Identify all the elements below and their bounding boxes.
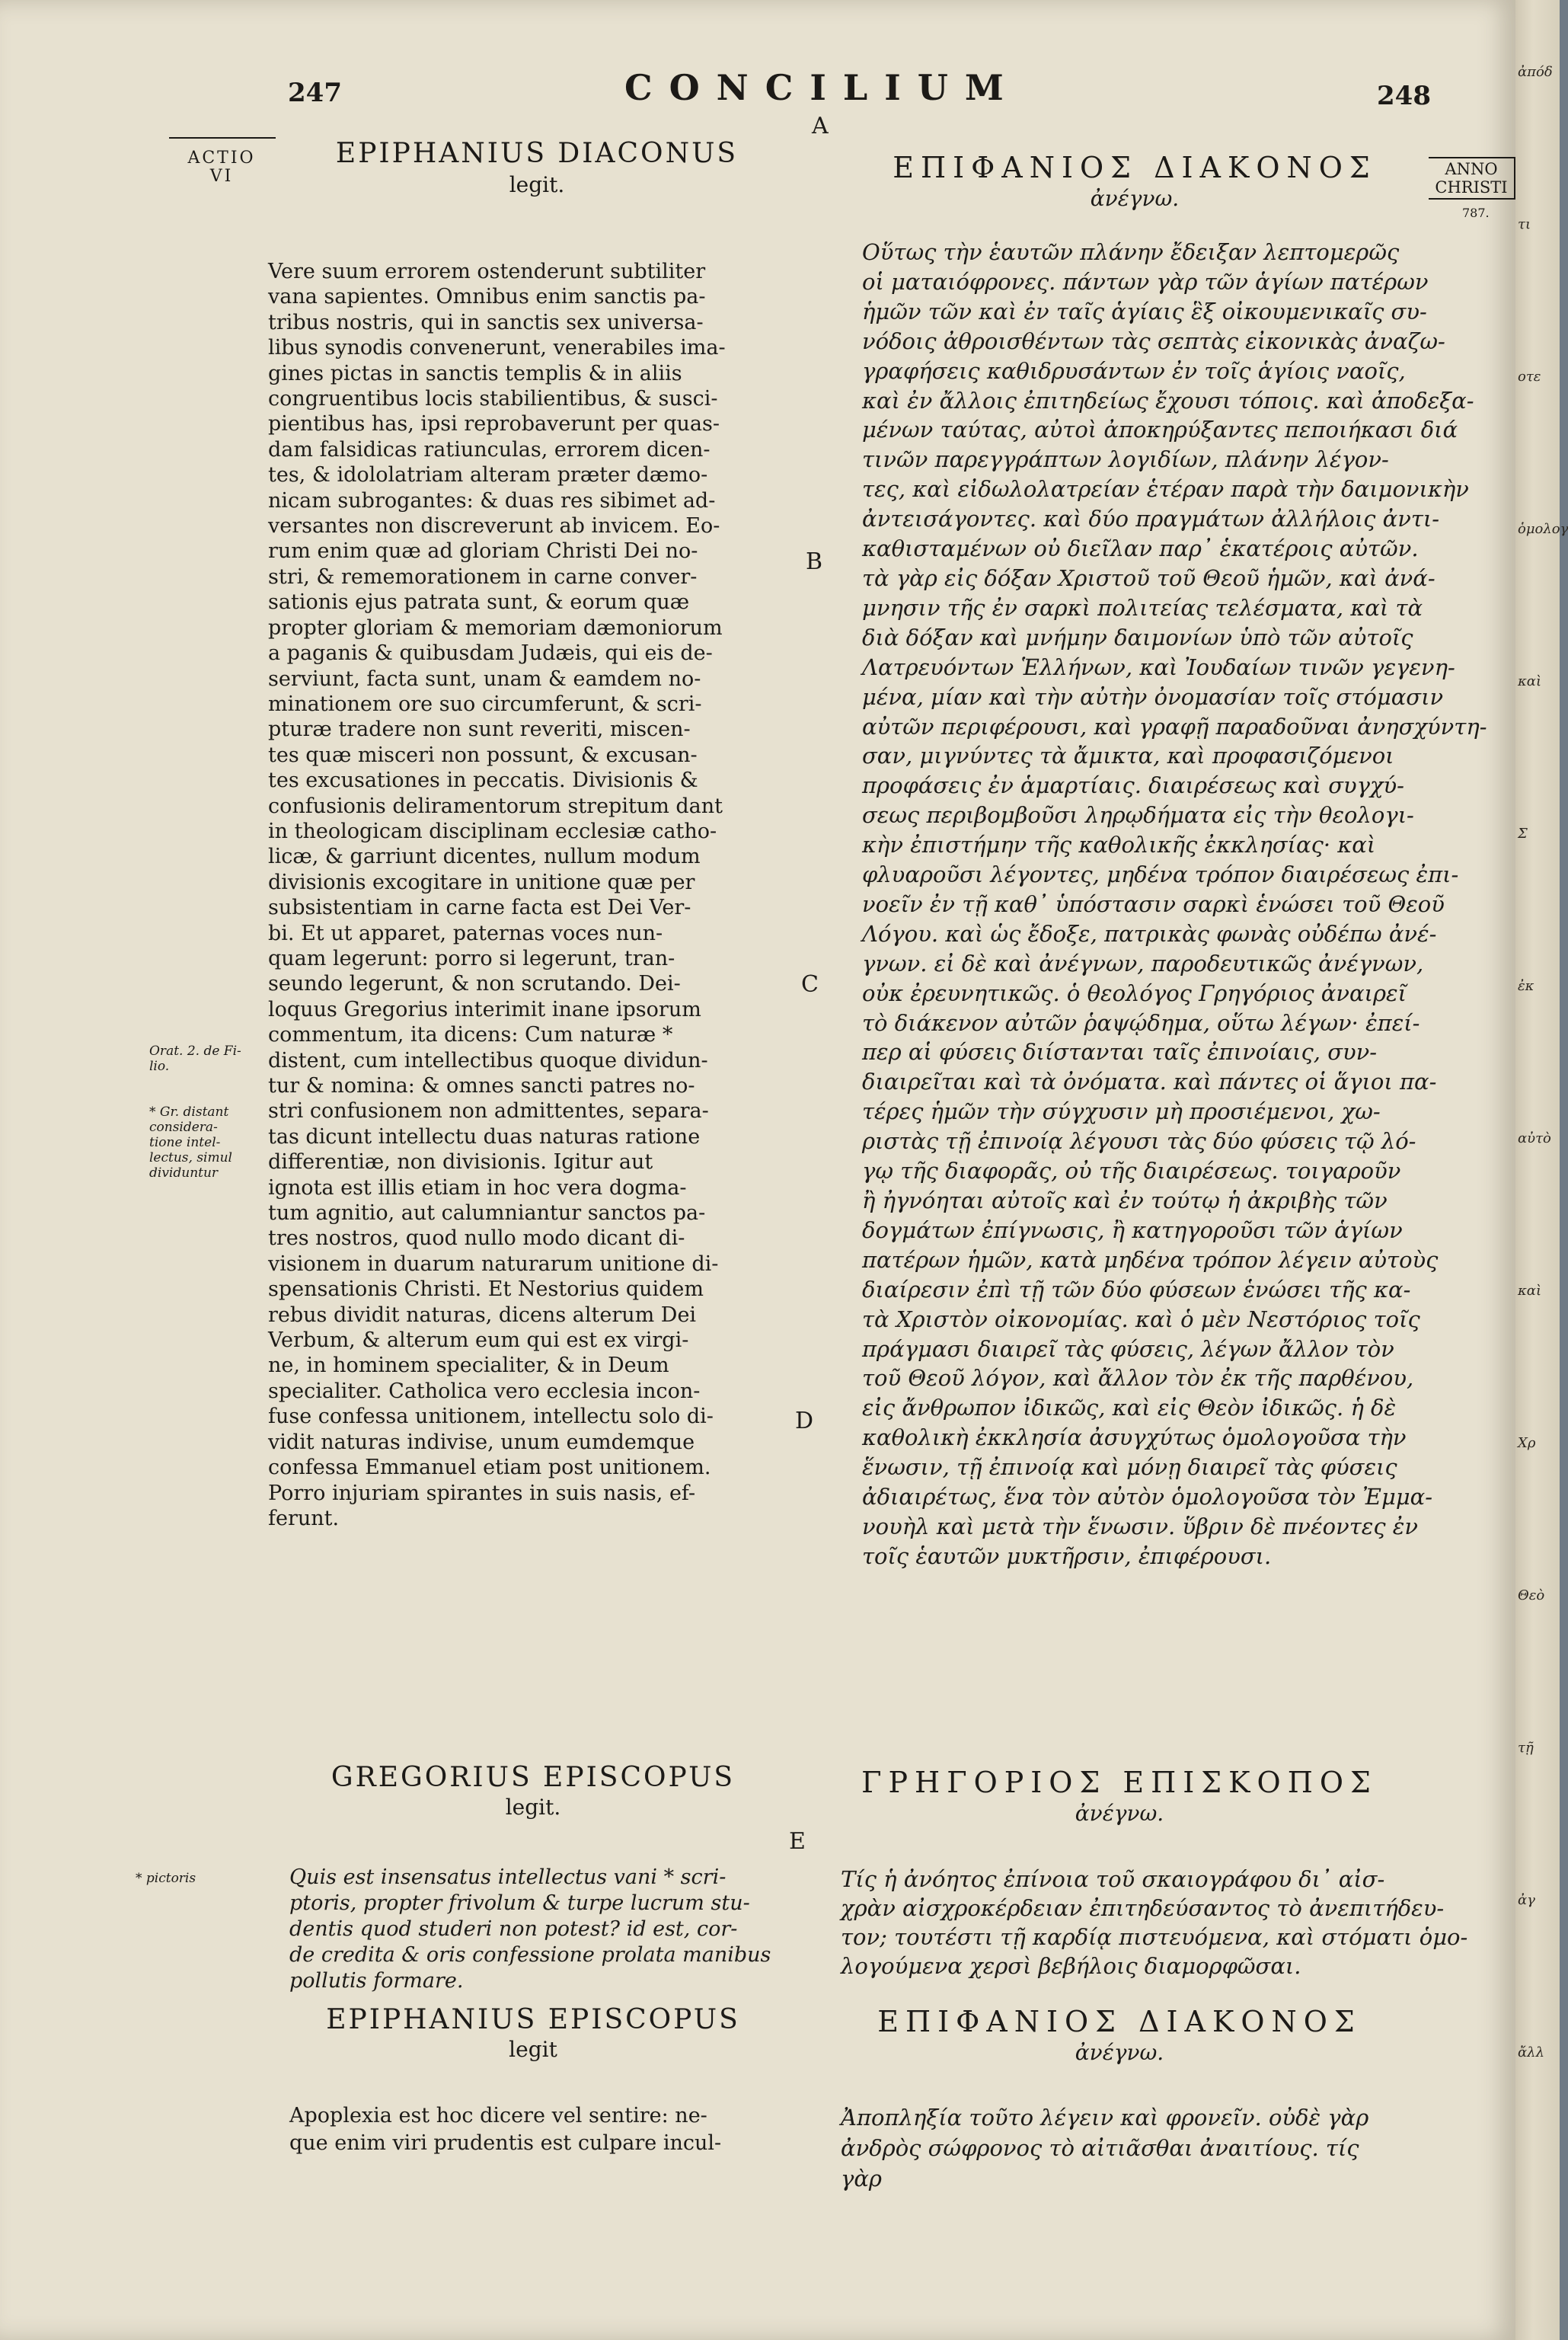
greek-legit-2: ἀνέγνω. bbox=[1075, 1801, 1164, 1826]
latin-speaker-3: EPIPHANIUS EPISCOPUS bbox=[326, 2004, 740, 2035]
latin-line: ne, in hominem specialiter, & in Deum bbox=[268, 1354, 669, 1378]
greek-line: νοεῖν ἐν τῇ καθ᾽ ὑπόστασιν σαρκὶ ἑνώσει τοῦ Θεοῦ bbox=[862, 890, 1445, 917]
greek-line: διαιρεῖται καὶ τὰ ὀνόματα. καὶ πάντες οἱ ἅγιοι πα- bbox=[862, 1069, 1437, 1095]
margin-reference-line: lio. bbox=[149, 1059, 170, 1074]
greek-line: αὐτῶν περιφέρουσι, καὶ γραφῇ παραδοῦναι ἀνησχύντη- bbox=[862, 713, 1487, 740]
greek-line: Λόγου. καὶ ὡς ἔδοξε, πατρικὰς φωνὰς οὐδέπω ἀνέ- bbox=[862, 920, 1437, 947]
latin-line: licæ, & garriunt dicentes, nullum modum bbox=[268, 845, 701, 869]
greek-line: οὐκ ἐρευνητικῶς. ὁ θεολόγος Γρηγόριος ἀναιρεῖ bbox=[862, 980, 1407, 1006]
latin-line: bi. Et ut apparet, paternas voces nun- bbox=[268, 921, 663, 945]
greek-line: ἀντεισάγοντες. καὶ δύο πραγμάτων ἀλλήλοις ἀντι- bbox=[862, 506, 1440, 532]
latin-line: a paganis & quibusdam Judæis, qui eis de- bbox=[268, 641, 713, 666]
greek-legit-3: ἀνέγνω. bbox=[1075, 2040, 1164, 2065]
latin-line: tes, & idololatriam alteram præter dæmo- bbox=[268, 463, 708, 488]
page-number-left: 247 bbox=[288, 78, 342, 108]
facing-page-fragment: Θεὸ bbox=[1518, 1587, 1545, 1603]
greek-line: νόδοις ἀθροισθέντων τὰς σεπτὰς εἰκονικὰς ἀναζω- bbox=[862, 328, 1445, 354]
greek-speaker-1: ΕΠΙΦΑΝΙΟΣ ΔΙΑΚΟΝΟΣ bbox=[893, 151, 1377, 184]
facing-page-fragment: Χρ bbox=[1518, 1435, 1536, 1451]
latin-line: rum enim quæ ad gloriam Christi Dei no- bbox=[268, 539, 698, 564]
facing-page-text bbox=[1518, 61, 1568, 2194]
latin-line: ferunt. bbox=[268, 1506, 340, 1530]
facing-page-fragment: αὐτὸ bbox=[1518, 1130, 1551, 1146]
latin-line: ignota est illis etiam in hoc vera dogma- bbox=[268, 1175, 687, 1200]
facing-page-fragment: τῇ bbox=[1518, 1740, 1534, 1756]
greek-line: μένα, μίαν καὶ τὴν αὐτὴν ὀνομασίαν τοῖς στόμασιν bbox=[862, 683, 1444, 710]
facing-page-fragment: ἀγ bbox=[1518, 1892, 1535, 1908]
year-label: 787. bbox=[1462, 206, 1490, 220]
latin-line: dam falsidicas ratiunculas, errorem dicen- bbox=[268, 437, 711, 462]
latin-line: tum agnitio, aut calumniantur sanctos pa- bbox=[268, 1201, 706, 1226]
section-marker-c: C bbox=[801, 971, 819, 998]
latin-line: dentis quod studeri non potest? id est, cor- bbox=[289, 1917, 738, 1941]
greek-line: Οὕτως τὴν ἑαυτῶν πλάνην ἔδειξαν λεπτομερῶς bbox=[862, 239, 1400, 265]
latin-line: fuse confessa unitionem, intellectu solo di- bbox=[268, 1405, 714, 1429]
latin-speaker-2: GREGORIUS EPISCOPUS bbox=[331, 1762, 736, 1793]
section-marker-e: E bbox=[789, 1828, 806, 1855]
margin-note-line: * Gr. distant bbox=[149, 1104, 229, 1120]
greek-text-1 bbox=[862, 238, 1487, 1571]
greek-line: τὰ γὰρ εἰς δόξαν Χριστοῦ τοῦ Θεοῦ ἡμῶν, καὶ ἀνά- bbox=[862, 564, 1435, 591]
margin-reference-line: Orat. 2. de Fi- bbox=[149, 1044, 241, 1059]
greek-line: ἢ ἠγνόηται αὐτοῖς καὶ ἐν τούτῳ ἡ ἀκριβὴς τῶν bbox=[862, 1188, 1388, 1213]
greek-line: Λατρευόντων Ἑλλήνων, καὶ Ἰουδαίων τινῶν γεγενη- bbox=[862, 654, 1455, 680]
latin-text-2 bbox=[289, 1865, 792, 1994]
latin-line: Vere suum errorem ostenderunt subtiliter bbox=[268, 260, 706, 283]
latin-line: vidit naturas indivise, unum eumdemque bbox=[268, 1430, 695, 1454]
latin-line: propter gloriam & memoriam dæmoniorum bbox=[268, 615, 723, 640]
latin-line: tribus nostris, qui in sanctis sex universa- bbox=[268, 310, 704, 334]
section-marker-d: D bbox=[795, 1408, 814, 1434]
latin-line: sationis ejus patrata sunt, & eorum quæ bbox=[268, 590, 690, 615]
latin-line: pientibus has, ipsi reprobaverunt per quas- bbox=[268, 412, 720, 436]
latin-line: congruentibus locis stabilientibus, & susci- bbox=[268, 387, 718, 411]
greek-line: ἀνδρὸς σώφρονος τὸ αἰτιᾶσθαι ἀναιτίους. τίς bbox=[841, 2135, 1359, 2161]
greek-line: ἕνωσιν, τῇ ἐπινοίᾳ καὶ μόνῃ διαιρεῖ τὰς φύσεις bbox=[862, 1454, 1397, 1481]
greek-line: ριστὰς τῇ ἐπινοίᾳ λέγουσι τὰς δύο φύσεις τῷ λό- bbox=[862, 1128, 1416, 1155]
latin-line: que enim viri prudentis est culpare incul- bbox=[289, 2131, 722, 2155]
actio-rule bbox=[169, 137, 276, 139]
latin-text-3 bbox=[289, 2102, 792, 2157]
latin-line: confessa Emmanuel etiam post unitionem. bbox=[268, 1456, 711, 1480]
greek-speaker-2: ΓΡΗΓΟΡΙΟΣ ΕΠΙΣΚΟΠΟΣ bbox=[861, 1766, 1378, 1799]
latin-legit-3: legit bbox=[509, 2037, 557, 2062]
latin-line: tas dicunt intellectu duas naturas ratione bbox=[268, 1124, 701, 1149]
greek-line: Ἀποπληξία τοῦτο λέγειν καὶ φρονεῖν. οὐδὲ γὰρ bbox=[841, 2105, 1369, 2131]
actio-label bbox=[172, 149, 271, 186]
greek-line: ἀδιαιρέτως, ἕνα τὸν αὐτὸν ὁμολογοῦσα τὸν Ἐμμα- bbox=[862, 1484, 1433, 1510]
greek-line: περ αἱ φύσεις διίστανται ταῖς ἐπινοίαις, συν- bbox=[862, 1039, 1378, 1066]
latin-line: tur & nomina: & omnes sancti patres no- bbox=[268, 1074, 695, 1098]
latin-line: specialiter. Catholica vero ecclesia incon- bbox=[268, 1379, 701, 1403]
latin-line: differentiæ, non divisionis. Igitur aut bbox=[268, 1150, 653, 1175]
greek-line: προφάσεις ἐν ἁμαρτίαις. διαιρέσεως καὶ συγχύ- bbox=[862, 772, 1404, 799]
anno-christi-box bbox=[1429, 157, 1515, 200]
facing-page-fragment: ὁμολογ bbox=[1518, 521, 1568, 537]
greek-line: τέρες ἡμῶν τὴν σύγχυσιν μὴ προσιέμενοι, χω- bbox=[862, 1098, 1381, 1125]
greek-line: φλυαροῦσι λέγοντες, μηδένα τρόπον διαιρέσεως ἐπι- bbox=[862, 862, 1459, 888]
greek-line: εἰς ἄνθρωπον ἰδικῶς, καὶ εἰς Θεὸν ἰδικῶς. ἡ δὲ bbox=[862, 1395, 1397, 1421]
greek-line: λογούμενα χερσὶ βεβήλοις διαμορφῶσαι. bbox=[841, 1953, 1301, 1979]
greek-line: Τίς ἡ ἀνόητος ἐπίνοια τοῦ σκαιογράφου δι᾽ αἰσ- bbox=[841, 1866, 1385, 1892]
latin-line: spensationis Christi. Et Nestorius quidem bbox=[268, 1277, 704, 1302]
margin-variant-note-2: * pictoris bbox=[136, 1871, 196, 1886]
latin-line: distent, cum intellectibus quoque dividun- bbox=[268, 1048, 708, 1072]
greek-line: πράγμασι διαιρεῖ τὰς φύσεις, λέγων ἄλλον τὸν bbox=[862, 1335, 1394, 1362]
latin-line: subsistentiam in carne facta est Dei Ver- bbox=[268, 896, 691, 920]
greek-line: τον; τουτέστι τῇ καρδίᾳ πιστευόμενα, καὶ στόματι ὁμο- bbox=[841, 1924, 1468, 1950]
facing-page-fragment: οτε bbox=[1518, 369, 1541, 385]
latin-line: ptoris, propter frivolum & turpe lucrum stu- bbox=[289, 1891, 750, 1915]
greek-line: καθολικὴ ἐκκλησία ἀσυγχύτως ὁμολογοῦσα τὴν bbox=[862, 1424, 1407, 1451]
facing-page-fragment: καὶ bbox=[1518, 1283, 1542, 1299]
greek-line: νουὴλ καὶ μετὰ τὴν ἕνωσιν. ὕβριν δὲ πνέοντες ἐν bbox=[862, 1513, 1418, 1539]
greek-line: τινῶν παρεγγράπτων λογιδίων, πλάνην λέγον- bbox=[862, 446, 1389, 473]
greek-line: γνων. εἰ δὲ καὶ ἀνέγνων, παροδευτικῶς ἀνέγνων, bbox=[862, 950, 1424, 977]
greek-legit-1: ἀνέγνω. bbox=[1090, 186, 1180, 211]
latin-line: pollutis formare. bbox=[289, 1969, 464, 1993]
actio-number: VI bbox=[209, 167, 234, 186]
greek-line: τοῖς ἑαυτῶν μυκτῆρσιν, ἐπιφέρουσι. bbox=[862, 1542, 1272, 1569]
greek-line: ἡμῶν τῶν καὶ ἐν ταῖς ἁγίαις ἓξ οἰκουμενικαῖς συ- bbox=[862, 298, 1427, 324]
latin-line: Apoplexia est hoc dicere vel sentire: ne- bbox=[289, 2104, 707, 2127]
latin-line: gines pictas in sanctis templis & in aliis bbox=[268, 361, 682, 385]
latin-line: seundo legerunt, & non scrutando. Dei- bbox=[268, 972, 681, 996]
greek-line: τὸ διάκενον αὐτῶν ῥαψῴδημα, οὕτω λέγων· ἐπεί- bbox=[862, 1009, 1420, 1036]
margin-note-line: tione intel- bbox=[149, 1135, 221, 1150]
latin-line: libus synodis convenerunt, venerabiles ima- bbox=[268, 336, 726, 360]
greek-line: τες, καὶ εἰδωλολατρείαν ἑτέραν παρὰ τὴν δαιμονικὴν bbox=[862, 476, 1469, 503]
greek-line: μνησιν τῆς ἐν σαρκὶ πολιτείας τελέσματα, καὶ τὰ bbox=[862, 594, 1423, 621]
greek-line: γραφήσεις καθιδρυσάντων ἐν τοῖς ἁγίοις ναοῖς, bbox=[862, 357, 1406, 384]
latin-line: visionem in duarum naturarum unitione di- bbox=[268, 1252, 719, 1276]
greek-text-3 bbox=[841, 2102, 1427, 2194]
greek-line: διὰ δόξαν καὶ μνήμην δαιμονίων ὑπὸ τῶν αὐτοῖς bbox=[862, 624, 1413, 651]
latin-line: rebus dividit naturas, dicens alterum Dei bbox=[268, 1303, 697, 1327]
latin-line: Quis est insensatus intellectus vani * scri- bbox=[289, 1865, 727, 1889]
greek-line: μένων ταύτας, αὐτοὶ ἀποκηρύξαντες πεποιήκασι διά bbox=[862, 417, 1458, 443]
facing-page-fragment: ἀπόδ bbox=[1518, 64, 1553, 80]
margin-variant-note bbox=[149, 1104, 271, 1181]
greek-line: οἱ ματαιόφρονες. πάντων γὰρ τῶν ἁγίων πατέρων bbox=[862, 268, 1429, 295]
greek-line: γῳ τῆς διαφορᾶς, οὐ τῆς διαιρέσεως. τοιγαροῦν bbox=[862, 1158, 1401, 1184]
greek-line: τὰ Χριστὸν οἰκονομίας. καὶ ὁ μὲν Νεστόριος τοῖς bbox=[862, 1306, 1420, 1332]
page-number-right: 248 bbox=[1377, 81, 1431, 111]
latin-line: commentum, ita dicens: Cum naturæ * bbox=[268, 1023, 673, 1047]
latin-line: pturæ tradere non sunt reveriti, miscen- bbox=[268, 718, 691, 742]
greek-line: κὴν ἐπιστήμην τῆς καθολικῆς ἐκκλησίας· καὶ bbox=[862, 832, 1376, 858]
latin-line: tes excusationes in peccatis. Divisionis & bbox=[268, 769, 698, 793]
latin-line: serviunt, facta sunt, unam & eamdem no- bbox=[268, 667, 701, 691]
latin-line: confusionis deliramentorum strepitum dant bbox=[268, 794, 723, 818]
latin-legit-1: legit. bbox=[509, 172, 565, 197]
latin-line: stri confusionem non admittentes, separa- bbox=[268, 1099, 709, 1124]
latin-line: vana sapientes. Omnibus enim sanctis pa- bbox=[268, 285, 706, 309]
greek-line: τοῦ Θεοῦ λόγον, καὶ ἄλλον τὸν ἐκ τῆς παρθένου, bbox=[862, 1365, 1414, 1392]
greek-line: σαν, μιγνύντες τὰ ἄμικτα, καὶ προφασιζόμενοι bbox=[862, 743, 1394, 769]
latin-legit-2: legit. bbox=[505, 1795, 561, 1820]
greek-line: πατέρων ἡμῶν, κατὰ μηδένα τρόπον λέγειν αὐτοὺς bbox=[862, 1246, 1439, 1273]
facing-page-fragment: ἄλλ bbox=[1518, 2044, 1544, 2060]
latin-line: nicam subrogantes: & duas res sibimet ad- bbox=[268, 488, 716, 513]
facing-page-fragment: Σ bbox=[1518, 826, 1528, 842]
greek-line: καθισταμένων οὐ διεῖλαν παρ᾽ ἑκατέροις αὐτῶν. bbox=[862, 535, 1419, 562]
greek-text-2 bbox=[841, 1865, 1468, 1980]
facing-page-fragment: ἐκ bbox=[1518, 978, 1534, 994]
latin-line: divisionis excogitare in unitione quæ per bbox=[268, 870, 695, 894]
running-title: CONCILIUM bbox=[624, 67, 1020, 108]
greek-line: καὶ ἐν ἄλλοις ἐπιτηδείως ἔχουσι τόποις. καὶ ἀποδεξα- bbox=[862, 387, 1474, 414]
anno-label: ANNO bbox=[1445, 160, 1498, 178]
greek-speaker-3: ΕΠΙΦΑΝΙΟΣ ΔΙΑΚΟΝΟΣ bbox=[877, 2005, 1362, 2038]
actio-word: ACTIO bbox=[187, 149, 256, 168]
latin-line: tres nostros, quod nullo modo dicant di- bbox=[268, 1226, 685, 1251]
latin-line: minationem ore suo circumferunt, & scri- bbox=[268, 692, 702, 716]
latin-line: versantes non discreverunt ab invicem. Eo- bbox=[268, 514, 720, 539]
latin-line: loquus Gregorius interimit inane ipsorum bbox=[268, 997, 701, 1021]
latin-line: in theologicam disciplinam ecclesiæ catho- bbox=[268, 819, 717, 843]
facing-page-fragment: καὶ bbox=[1518, 673, 1542, 689]
margin-note-line: dividuntur bbox=[149, 1165, 219, 1181]
facing-page-fragment: τι bbox=[1518, 216, 1531, 232]
section-marker-b: B bbox=[806, 548, 823, 575]
greek-line: δογμάτων ἐπίγνωσις, ἢ κατηγοροῦσι τῶν ἁγίων bbox=[862, 1216, 1403, 1243]
latin-line: quam legerunt: porro si legerunt, tran- bbox=[268, 946, 675, 970]
greek-line: γὰρ bbox=[841, 2166, 882, 2191]
latin-line: Porro injuriam spirantes in suis nasis, ef- bbox=[268, 1481, 696, 1505]
margin-reference bbox=[149, 1044, 271, 1074]
latin-line: stri, & rememorationem in carne conver- bbox=[268, 564, 698, 589]
margin-note-line: considera- bbox=[149, 1120, 218, 1135]
margin-note-line: lectus, simul bbox=[149, 1150, 232, 1165]
section-marker-a: A bbox=[812, 113, 829, 139]
latin-line: tes quæ misceri non possunt, & excusan- bbox=[268, 743, 698, 767]
greek-line: διαίρεσιν ἐπὶ τῇ τῶν δύο φύσεων ἑνώσει τῆς κα- bbox=[862, 1276, 1411, 1303]
christi-label: CHRISTI bbox=[1435, 178, 1508, 197]
latin-speaker-1: EPIPHANIUS DIACONUS bbox=[335, 138, 739, 169]
greek-line: σεως περιβομβοῦσι ληρῳδήματα εἰς τὴν θεολογι- bbox=[862, 802, 1414, 829]
latin-line: de credita & oris confessione prolata manibus bbox=[289, 1943, 771, 1967]
latin-line: Verbum, & alterum eum qui est ex virgi- bbox=[268, 1328, 689, 1353]
latin-text-1 bbox=[268, 259, 803, 1531]
greek-line: χρὰν αἰσχροκέρδειαν ἐπιτηδεύσαντος τὸ ἀνεπιτήδευ- bbox=[841, 1895, 1445, 1921]
